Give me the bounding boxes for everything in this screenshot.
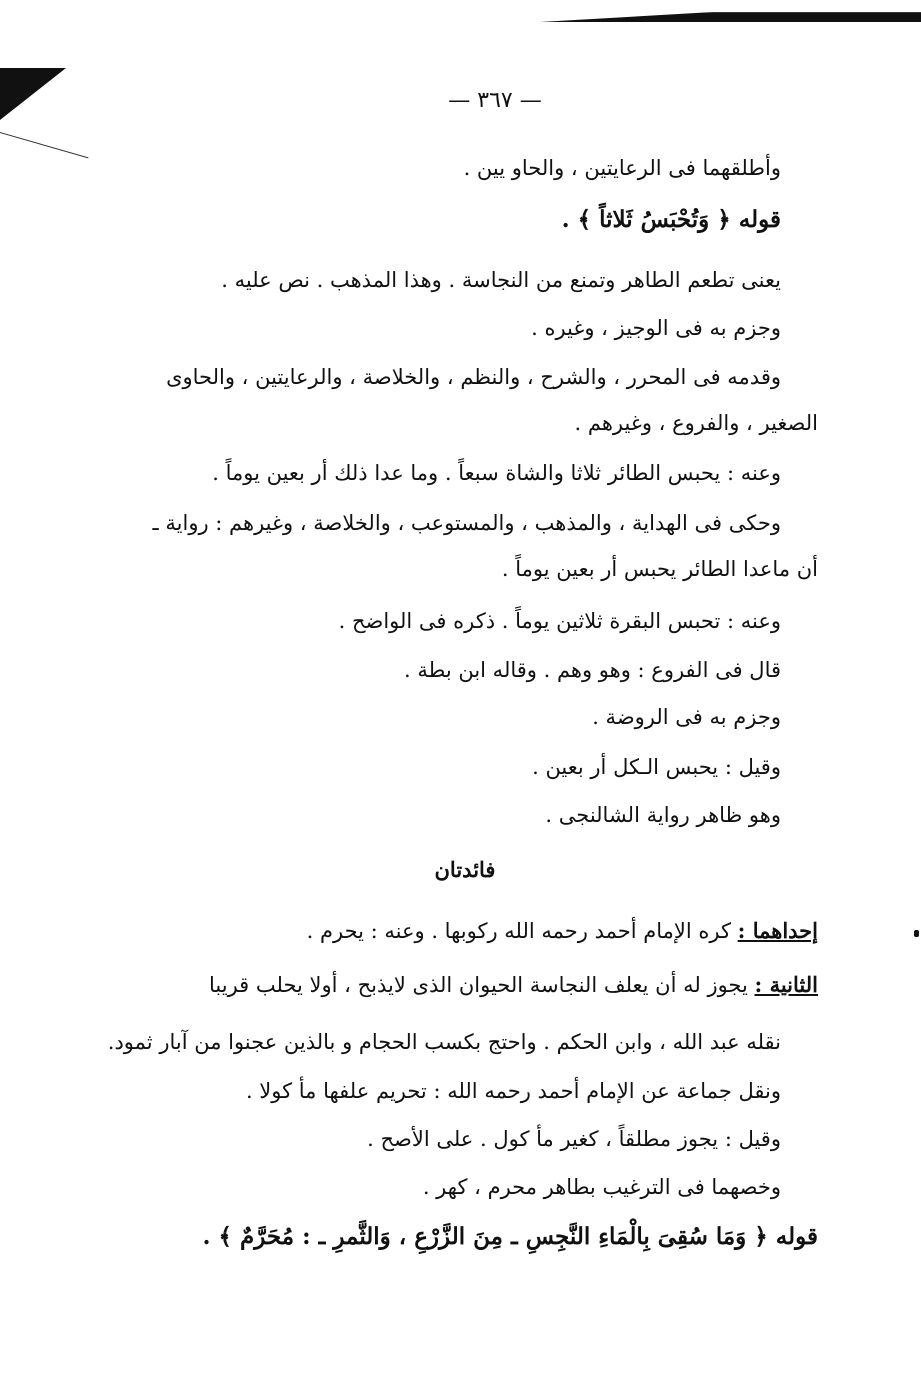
text-line: وقيل : يحبس الـكل أر بعين .	[532, 755, 781, 779]
section-heading: فائدتان	[434, 857, 496, 882]
item-text: كره الإمام أحمد رحمه الله ركوبها . وعنه : يحرم .	[306, 919, 738, 943]
page-number: — ٣٦٧ —	[448, 88, 542, 113]
text-line: قال فى الفروع : وهو وهم . وقاله ابن بطة .	[403, 658, 781, 682]
quote-heading: قوله ﴿ وَمَا سُقِىَ بِالْمَاءِ النَّجِسِ ـ مِنَ الزَّرْعِ ، وَالثَّمرِ ـ : مُحَرَّمٌ ﴾ .	[202, 1223, 818, 1250]
scan-edge-left	[0, 68, 66, 120]
item-label: الثانية :	[754, 972, 818, 997]
scan-edge-top	[540, 0, 921, 22]
text-line: وجزم به فى الوجيز ، وغيره .	[531, 316, 781, 340]
text-line: الصغير ، والفروع ، وغيرهم .	[574, 411, 818, 435]
text-line: ونقل جماعة عن الإمام أحمد رحمه الله : تحريم علفها مأ كولا .	[245, 1079, 781, 1103]
text-line: وأطلقهما فى الرعايتين ، والحاو يين .	[463, 156, 781, 180]
text-line: وخصهما فى الترغيب بطاهر محرم ، كهر .	[422, 1175, 781, 1199]
text-line	[307, 916, 818, 946]
text-line: وحكى فى الهداية ، والمذهب ، والمستوعب ، والخلاصة ، وغيرهم : رواية ـ	[152, 511, 781, 535]
item-label: إحداهما :	[737, 918, 818, 943]
text-line: أن ماعدا الطائر يحبس أر بعين يوماً .	[501, 557, 818, 581]
scan-line-left	[0, 132, 88, 158]
text-line: وجزم به فى الروضة .	[592, 705, 781, 729]
text-line: نقله عبد الله ، وابن الحكم . واحتج بكسب الحجام و بالذين عجنوا من آبار ثمود.	[107, 1030, 781, 1054]
text-line	[209, 970, 818, 1000]
item-text: يجوز له أن يعلف النجاسة الحيوان الذى لايذبح ، أولا يحلب قريبا	[208, 973, 755, 997]
text-line: وهو ظاهر رواية الشالنجى .	[545, 803, 781, 827]
text-line: وعنه : يحبس الطائر ثلاثا والشاة سبعاً . وما عدا ذلك أر بعين يوماً .	[212, 461, 781, 485]
scan-mark	[914, 930, 919, 937]
text-line: وقيل : يجوز مطلقاً ، كغير مأ كول . على الأصح .	[367, 1127, 781, 1151]
quote-heading: قوله ﴿ وَتُحْبَسُ ثَلاثاً ﴾ .	[561, 206, 781, 233]
text-line: يعنى تطعم الطاهر وتمنع من النجاسة . وهذا المذهب . نص عليه .	[221, 268, 781, 292]
text-line: وعنه : تحبس البقرة ثلاثين يوماً . ذكره فى الواضح .	[338, 609, 781, 633]
text-line: وقدمه فى المحرر ، والشرح ، والنظم ، والخلاصة ، والرعايتين ، والحاوى	[166, 365, 781, 389]
